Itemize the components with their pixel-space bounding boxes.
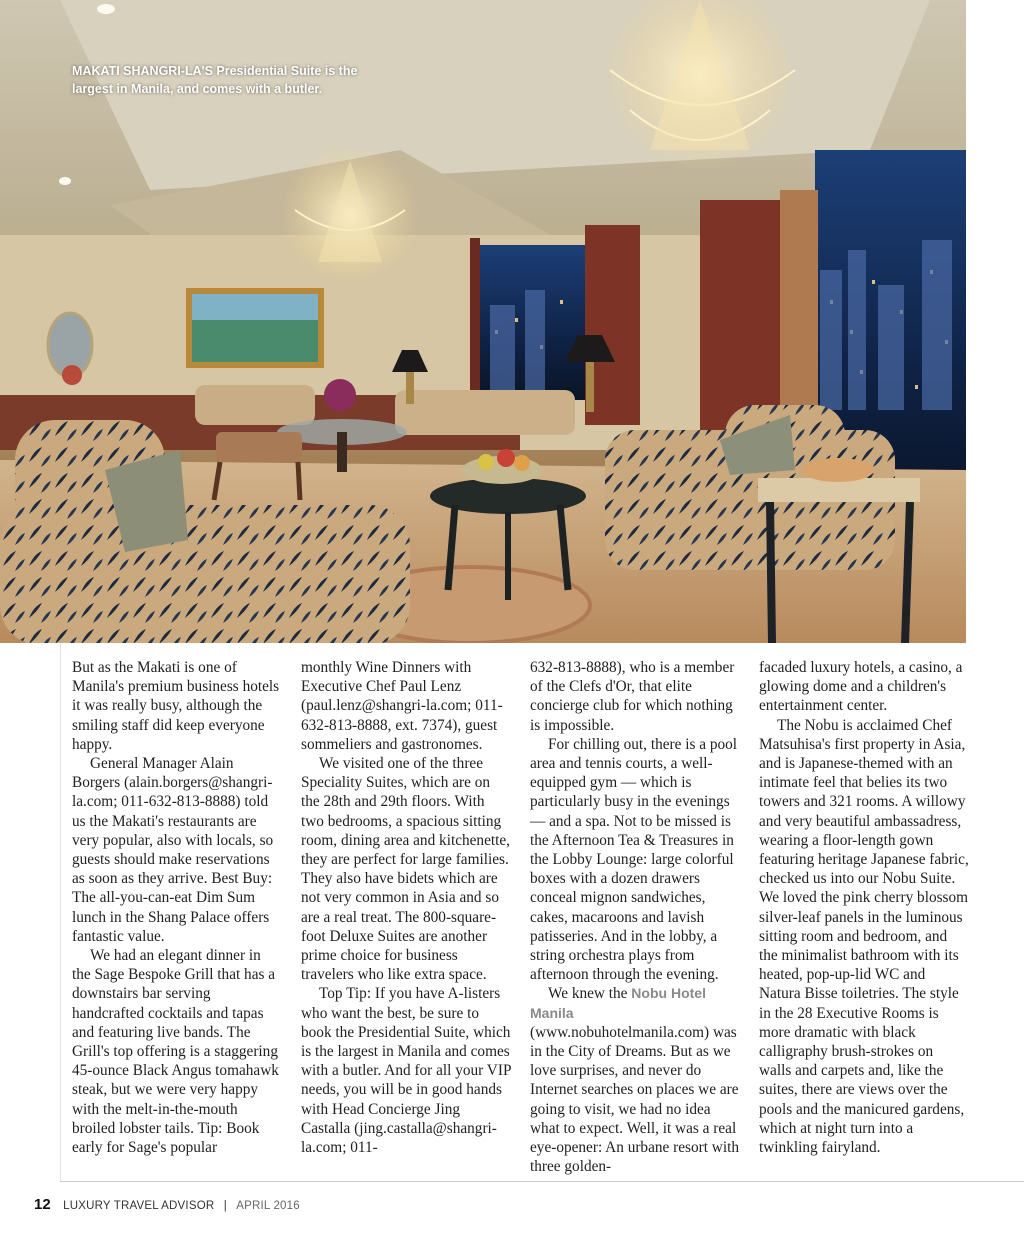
paragraph: facaded luxury hotels, a casino, a glowing dome and a children's entertainment center. <box>759 659 963 715</box>
paragraph: We had an elegant dinner in the Sage Bespoke Grill that has a downstairs bar serving handcrafted cocktails and tapas and featuring live bands. The Grill's top offering is a staggering 45-ounce Black Angus tomahawk steak, but we were very happy with the melt-in-the-mouth broiled lobster tails. Tip: Book early for Sage's popular <box>72 947 279 1157</box>
paragraph: monthly Wine Dinners with Executive Chef Paul Lenz (paul.lenz@shangri-la.com; 011-632-813-8888, ext. 7374), guest sommeliers and gastronomes. <box>301 659 503 753</box>
article-column-3 <box>530 658 740 1176</box>
article-column-1 <box>72 658 282 1157</box>
article-column-4 <box>759 658 969 1157</box>
text-run: We knew the <box>548 985 632 1003</box>
article-body <box>0 658 1024 1176</box>
paragraph: Top Tip: If you have A-listers who want the best, be sure to book the Presidential Suite, which is the largest in Manila and comes with a butler. And for all your VIP needs, you will be in good hands with Head Concierge Jing Castalla (jing.castalla@shangri-la.com; 011- <box>301 985 511 1157</box>
paragraph-nobu-intro <box>530 984 740 1176</box>
hotel-name-link[interactable]: Nobu Hotel Manila <box>530 985 706 1021</box>
paragraph: 632-813-8888), who is a member of the Clefs d'Or, that elite concierge club for which nothing is impossible. <box>530 659 735 734</box>
footer-rule <box>60 1181 1024 1182</box>
paragraph: We visited one of the three Speciality Suites, which are on the 28th and 29th floors. With two bedrooms, a spacious sitting room, dining area and kitchenette, they are perfect for large families. They also have bidets which are not very common in Asia and so are a real treat. The 800-square-foot Deluxe Suites are another prime choice for business travelers who like extra space. <box>301 755 510 984</box>
page-number: 12 <box>34 1196 51 1213</box>
paragraph: General Manager Alain Borgers (alain.borgers@shangri-la.com; 011-632-813-8888) told us the Makati's restaurants are very popular, also with locals, so guests should make reservations as soon as they arrive. Best Buy: The all-you-can-eat Dim Sum lunch in the Shang Palace offers fantastic value. <box>72 755 274 945</box>
article-column-2 <box>301 658 511 1157</box>
text-run: (www.nobuhotelmanila.com) was in the City of Dreams. But as we love surprises, and never do Internet searches on places we are going to visit, we had no idea what to expect. Well, it was a real eye-opener: An urbane resort with three golden- <box>530 1023 739 1176</box>
footer-separator: | <box>223 1200 227 1212</box>
issue-date: APRIL 2016 <box>236 1200 300 1212</box>
suite-photo <box>0 0 966 643</box>
paragraph: The Nobu is acclaimed Chef Matsuhisa's first property in Asia, and is Japanese-themed with an intimate feel that belies its two towers and 321 rooms. A willowy and very beautiful ambassadress, wearing a floor-length gown featuring heritage Japanese fabric, checked us into our Nobu Suite. We loved the pink cherry blossom silver-leaf panels in the luminous sitting room and bedroom, and the minimalist bathroom with its heated, pop-up-lid WC and Natura Bisse toiletries. The style in the 28 Executive Rooms is more dramatic with black calligraphy brush-strokes on walls and carpets and, like the suites, there are views over the pools and the manicured gardens, which at night turn into a twinkling fairyland. <box>759 716 969 1157</box>
paragraph: But as the Makati is one of Manila's premium business hotels it was really busy, although the smiling staff did keep everyone happy. <box>72 659 280 753</box>
publication-name: LUXURY TRAVEL ADVISOR <box>63 1200 215 1212</box>
photo-caption: MAKATI SHANGRI-LA'S Presidential Suite is the largest in Manila, and comes with a butler. <box>72 64 358 96</box>
paragraph: For chilling out, there is a pool area and tennis courts, a well-equipped gym — which is particularly busy in the evenings — and a spa. Not to be missed is the Afternoon Tea & Treasures in the Lobby Lounge: large colorful boxes with a dozen drawers conceal mignon sandwiches, cakes, macaroons and lavish patisseries. And in the lobby, a string orchestra plays from afternoon through the evening. <box>530 735 738 984</box>
page-footer <box>34 1196 300 1214</box>
column-divider <box>60 643 61 1181</box>
